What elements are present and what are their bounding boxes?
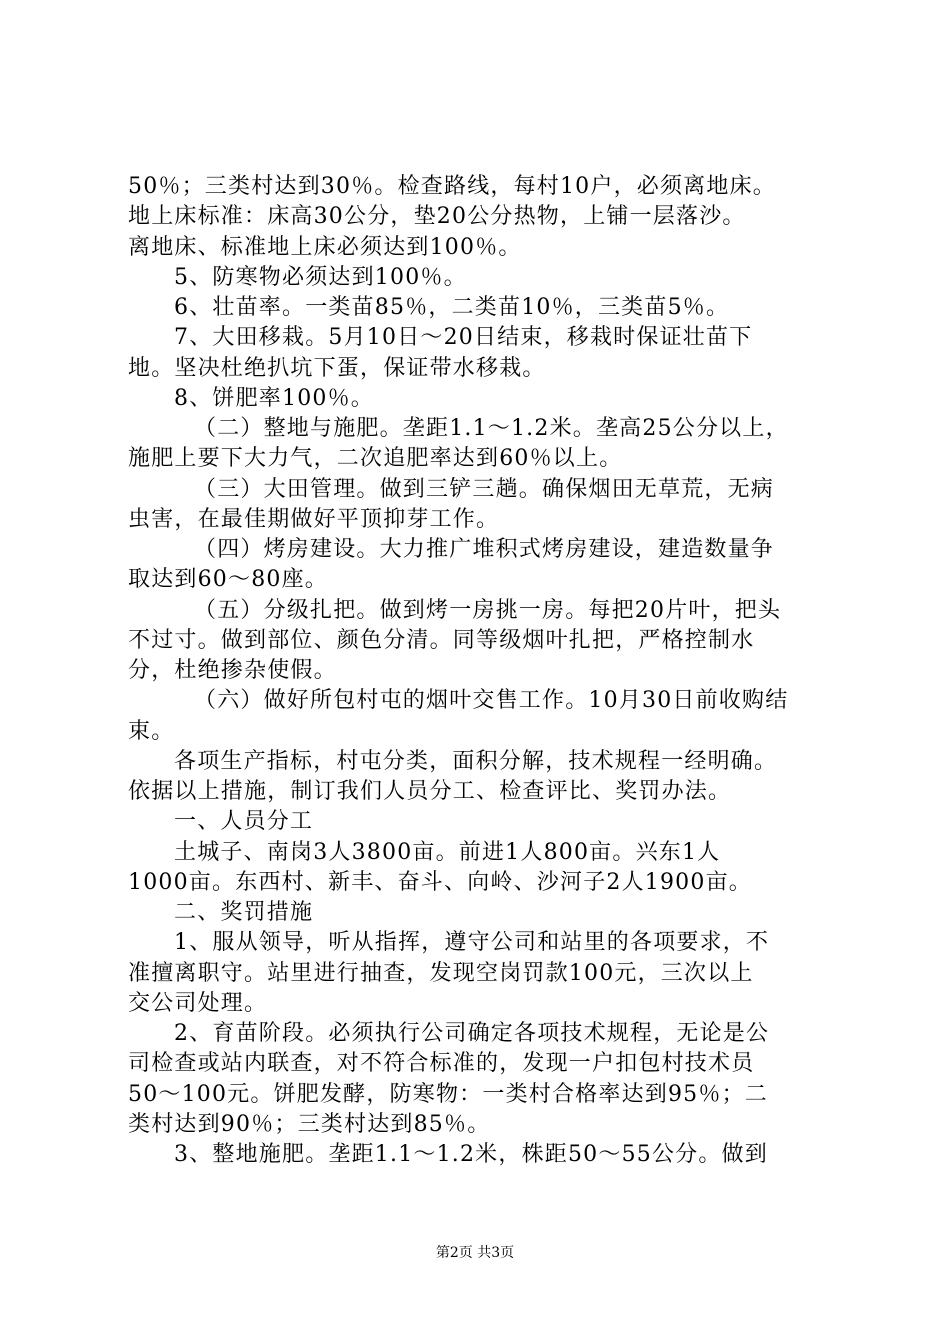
text-line: 地上床标准：床高30公分，垫20公分热物，上铺一层落沙。 <box>128 204 746 230</box>
text-line: 司检查或站内联查，对不符合标准的，发现一户扣包村技术员 <box>128 1051 755 1077</box>
text-line: 50％；三类村达到30％。检查路线，每村10户，必须离地床。 <box>128 174 776 199</box>
text-line: 1、服从领导，听从指挥，遵守公司和站里的各项要求，不 <box>174 930 770 956</box>
text-line: 6、壮苗率。一类苗85％，二类苗10％，三类苗5％。 <box>174 295 730 320</box>
text-line: 施肥上要下大力气，二次追肥率达到60％以上。 <box>128 446 623 472</box>
text-line: 3、整地施肥。垄距1.1～1.2米，株距50～55公分。做到 <box>174 1142 768 1167</box>
text-line: （六）做好所包村屯的烟叶交售工作。10月30日前收购结 <box>194 688 789 714</box>
page-number: 第2页 共3页 <box>435 1245 515 1261</box>
text-line: 7、大田移栽。5月10日～20日结束，移栽时保证壮苗下 <box>174 325 753 351</box>
text-line: 8、饼肥率100％。 <box>174 385 374 411</box>
text-line: 土城子、南岗3人3800亩。前进1人800亩。兴东1人 <box>174 839 721 865</box>
text-line: 依据以上措施，制订我们人员分工、检查评比、奖罚办法。 <box>128 779 732 804</box>
text-line: 分，杜绝掺杂使假。 <box>128 658 337 683</box>
text-line: （三）大田管理。做到三铲三趟。确保烟田无草荒，无病 <box>194 476 775 502</box>
page-footer <box>0 1243 950 1263</box>
body-text <box>128 172 848 1170</box>
text-line: 准擅离职守。站里进行抽查，发现空岗罚款100元，三次以上 <box>128 960 754 986</box>
text-line: （五）分级扎把。做到烤一房挑一房。每把20片叶，把头 <box>194 597 782 623</box>
text-line: 离地床、标准地上床必须达到100％。 <box>128 234 522 260</box>
section-heading: 一、人员分工 <box>174 809 314 835</box>
text-line: 地。坚决杜绝扒坑下蛋，保证带水移栽。 <box>128 355 546 381</box>
text-line: 束。 <box>128 718 175 744</box>
text-line: 各项生产指标，村屯分类，面积分解，技术规程一经明确。 <box>174 748 778 774</box>
section-heading: 二、奖罚措施 <box>174 900 314 925</box>
text-line: 交公司处理。 <box>128 990 268 1016</box>
text-line: （二）整地与施肥。垄距1.1～1.2米。垄高25公分以上， <box>194 416 789 441</box>
text-line: 1000亩。东西村、新丰、奋斗、向岭、沙河子2人1900亩。 <box>128 869 752 895</box>
text-line: 不过寸。做到部位、颜色分清。同等级烟叶扎把，严格控制水 <box>128 627 755 653</box>
text-line: （四）烤房建设。大力推广堆积式烤房建设，建造数量争 <box>194 537 775 562</box>
text-line: 50～100元。饼肥发酵，防寒物：一类村合格率达到95％；二 <box>128 1081 768 1107</box>
text-line: 5、防寒物必须达到100％。 <box>174 264 467 290</box>
text-line: 虫害，在最佳期做好平顶抑芽工作。 <box>128 506 500 532</box>
text-line: 取达到60～80座。 <box>128 567 328 593</box>
text-line: 2、育苗阶段。必须执行公司确定各项技术规程，无论是公 <box>174 1021 770 1046</box>
text-line: 类村达到90％；三类村达到85％。 <box>128 1111 491 1137</box>
